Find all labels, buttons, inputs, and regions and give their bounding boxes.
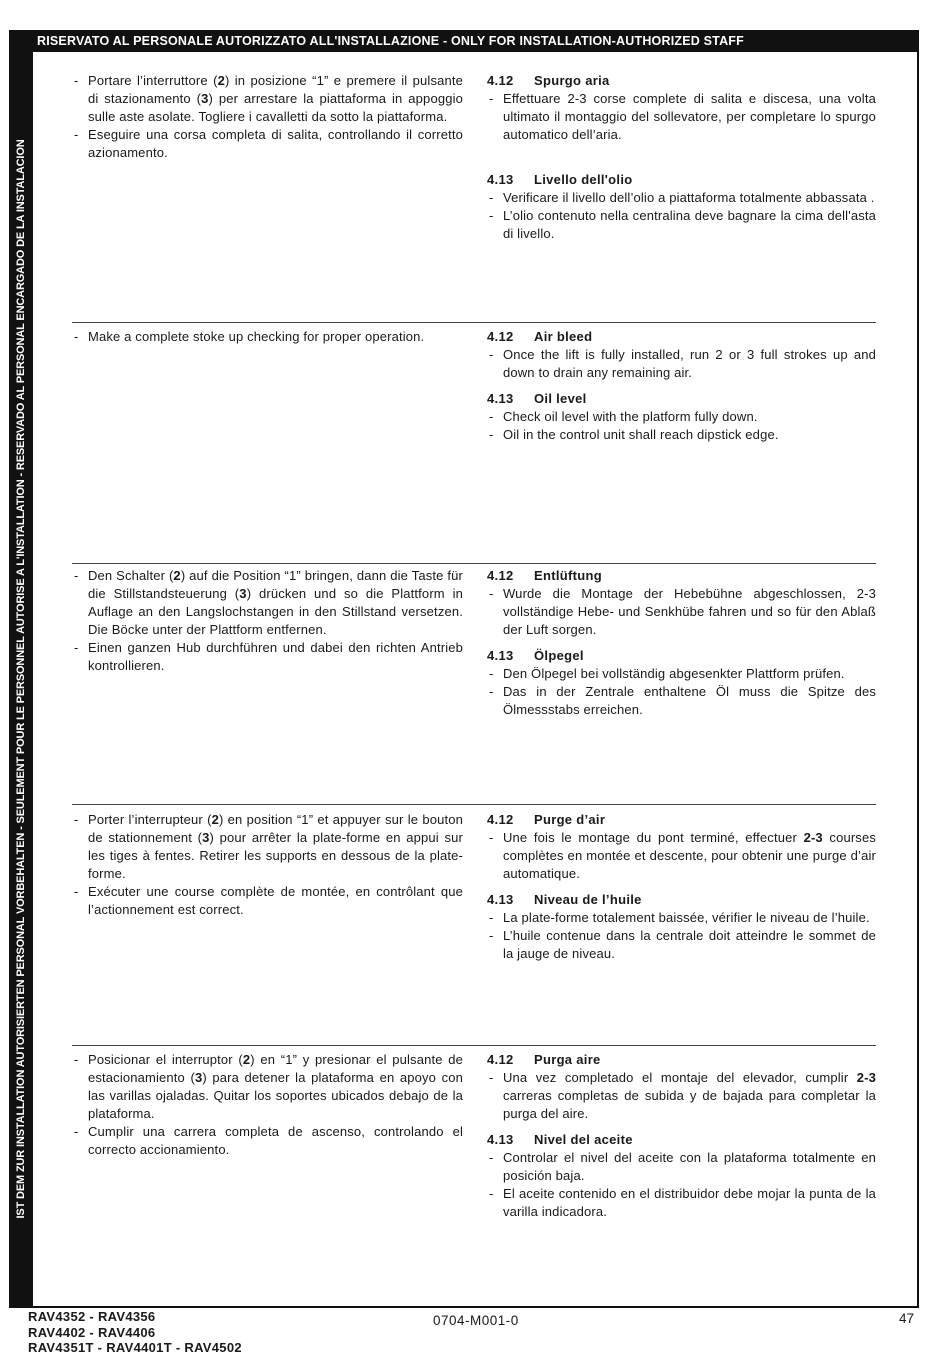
heading-title: Air bleed: [534, 329, 593, 344]
bullet-item: [72, 1051, 463, 1123]
bullet-text: ) pour arrêter la plate-forme en appui sur les tiges à fentes. Retirer les supports en dessous de la plate-forme.: [88, 830, 463, 881]
bold-reference: 3: [239, 586, 247, 601]
heading-number: 4.12: [487, 812, 514, 827]
heading-number: 4.13: [487, 648, 514, 663]
bullet-text: Wurde die Montage der Hebebühne abgeschlossen, 2-3 vollständige Hebe- und Senkhübe fahren und so für den Ablaß der Luft sorgen.: [503, 586, 876, 637]
column-left: [72, 323, 463, 346]
bullet-text: L’olio contenuto nella centralina deve bagnare la cima dell'asta di livello.: [503, 208, 876, 241]
bullet-text: Effettuare 2-3 corse complete di salita e discesa, una volta ultimato il montaggio del sollevatore, per completare lo spurgo automatico dell’aria.: [503, 91, 876, 142]
bullet-dash: -: [74, 1052, 79, 1067]
section-heading: [487, 567, 876, 585]
column-right: [487, 72, 876, 243]
section-heading: [487, 1131, 876, 1149]
heading-title: Purga aire: [534, 1052, 601, 1067]
bullet-dash: -: [74, 812, 79, 827]
bullet-item: [72, 567, 463, 639]
bullet-dash: -: [489, 586, 494, 601]
bullet-text: Cumplir una carrera completa de ascenso, controlando el correcto accionamiento.: [88, 1124, 463, 1157]
bullet-item: [72, 883, 463, 919]
bullet-text: ) en position “1” et appuyer sur le bouton de stationnement (: [88, 812, 463, 845]
bullet-item: [72, 72, 463, 126]
bullet-text: Verificare il livello dell’olio a piattaforma totalmente abbassata .: [503, 190, 875, 205]
heading-title: Purge d’air: [534, 812, 606, 827]
frame-right-border: [917, 30, 919, 1308]
column-left: [72, 805, 463, 919]
bullet-text: Eseguire una corsa completa di salita, controllando il corretto azionamento.: [88, 127, 463, 160]
bullet-item: [487, 426, 876, 444]
bullet-dash: -: [74, 568, 79, 583]
bullet-dash: -: [489, 91, 494, 106]
bullet-item: [72, 639, 463, 675]
bullet-item: [487, 927, 876, 963]
bullet-dash: -: [74, 884, 79, 899]
bold-reference: 3: [201, 91, 209, 106]
bullet-item: [487, 665, 876, 683]
column-left: [72, 72, 463, 162]
footer-doc-code: 0704-M001-0: [433, 1313, 519, 1328]
footer-page-number: 47: [899, 1311, 915, 1326]
bullet-dash: -: [74, 640, 79, 655]
bullet-text: El aceite contenido en el distribuidor debe mojar la punta de la varilla indicadora.: [503, 1186, 876, 1219]
section-heading: [487, 72, 876, 90]
section-heading: [487, 811, 876, 829]
section-en: [72, 322, 876, 442]
frame-bottom-border: [9, 1306, 919, 1308]
bullet-dash: -: [74, 1124, 79, 1139]
section-es: [72, 1045, 876, 1219]
bold-reference: 2: [242, 1052, 251, 1067]
spacer: [487, 639, 876, 647]
bold-reference: 2: [217, 73, 225, 88]
side-banner-text: IST DEM ZUR INSTALLATION AUTORISIERTEN PERSONAL VORBEHALTEN - SEULEMENT POUR LE PERSONNEL AUTORISE A L'INSTALLATION - RESERVADO AL PERSONAL ENCARGADO DE LA INSTALACION: [15, 139, 27, 1219]
bullet-item: [487, 189, 876, 207]
bullet-item: [487, 909, 876, 927]
bullet-text: Una vez completado el montaje del elevador, cumplir: [503, 1070, 857, 1085]
footer-models-line: RAV4352 - RAV4356: [28, 1309, 156, 1324]
bullet-item: [487, 683, 876, 719]
bullet-item: [487, 1185, 876, 1221]
bullet-text: Make a complete stoke up checking for proper operation.: [88, 329, 425, 344]
column-right: [487, 1046, 876, 1221]
bullet-dash: -: [489, 910, 494, 925]
heading-number: 4.12: [487, 568, 514, 583]
heading-title: Nivel del aceite: [534, 1132, 633, 1147]
bullet-text: Posicionar el interruptor (: [88, 1052, 243, 1067]
bullet-text: courses complètes en montée et descente, pour obtenir une purge d’air automatique.: [503, 830, 876, 881]
bullet-dash: -: [489, 208, 494, 223]
bullet-item: [487, 90, 876, 144]
header-banner: RISERVATO AL PERSONALE AUTORIZZATO ALL'INSTALLAZIONE - ONLY FOR INSTALLATION-AUTHORIZED STAFF: [9, 30, 919, 52]
bullet-dash: -: [489, 190, 494, 205]
heading-title: Livello dell'olio: [534, 172, 633, 187]
section-heading: [487, 328, 876, 346]
spacer: [487, 382, 876, 390]
bold-reference: 2-3: [856, 1070, 876, 1085]
footer-models: [28, 1309, 242, 1356]
bullet-text: Portare l’interruttore (: [88, 73, 218, 88]
column-left: [72, 564, 463, 675]
bullet-item: [72, 126, 463, 162]
section-heading: [487, 647, 876, 665]
heading-title: Ölpegel: [534, 648, 584, 663]
footer-models-line: RAV4351T - RAV4401T - RAV4502: [28, 1340, 242, 1355]
bullet-text: Oil in the control unit shall reach dipstick edge.: [503, 427, 779, 442]
bullet-item: [487, 1069, 876, 1123]
spacer: [487, 1123, 876, 1131]
bullet-dash: -: [489, 1070, 494, 1085]
bullet-item: [72, 328, 463, 346]
section-heading: [487, 390, 876, 408]
bullet-text: ) in posizione “1” e premere il pulsante di stazionamento (: [88, 73, 464, 106]
bullet-dash: -: [489, 427, 494, 442]
bullet-dash: -: [489, 830, 494, 845]
column-right: [487, 564, 876, 719]
section-heading: [487, 891, 876, 909]
bullet-text: ) en “1” y presionar el pulsante de estacionamiento (: [88, 1052, 463, 1085]
spacer: [487, 883, 876, 891]
bullet-text: carreras completas de subida y de bajada para completar la purga del aire.: [503, 1088, 876, 1121]
bullet-text: Une fois le montage du pont terminé, effectuer: [503, 830, 804, 845]
bullet-dash: -: [489, 684, 494, 699]
bold-reference: 3: [194, 1070, 203, 1085]
bullet-text: L’huile contenue dans la centrale doit atteindre le sommet de la jauge de niveau.: [503, 928, 876, 961]
bullet-dash: -: [489, 928, 494, 943]
bullet-dash: -: [489, 1150, 494, 1165]
bullet-text: Exécuter une course complète de montée, en contrôlant que l’actionnement est correct.: [88, 884, 463, 917]
heading-number: 4.12: [487, 73, 514, 88]
heading-number: 4.12: [487, 1052, 514, 1067]
bullet-text: ) auf die Position “1” bringen, dann die Taste für die Stillstandsteuerung (: [88, 568, 463, 601]
bullet-dash: -: [74, 127, 79, 142]
bullet-dash: -: [489, 409, 494, 424]
section-de: [72, 563, 876, 717]
bullet-item: [487, 829, 876, 883]
bullet-text: Controlar el nivel del aceite con la plataforma totalmente en posición baja.: [503, 1150, 876, 1183]
bullet-text: Porter l’interrupteur (: [88, 812, 212, 827]
bullet-text: Once the lift is fully installed, run 2 or 3 full strokes up and down to drain any remaining air.: [503, 347, 876, 380]
heading-number: 4.13: [487, 172, 514, 187]
bullet-text: ) drücken und so die Plattform in Auflage an den Langslochstangen in den Stillstand versetzen. Die Böcke unter der Plattform entfernen.: [88, 586, 463, 637]
bullet-dash: -: [489, 666, 494, 681]
bullet-text: ) para detener la plataforma en apoyo con las varillas ojaladas. Quitar los soportes ubicados debajo de la plataforma.: [88, 1070, 463, 1121]
heading-title: Oil level: [534, 391, 587, 406]
column-right: [487, 323, 876, 444]
section-heading: [487, 1051, 876, 1069]
section-heading: [487, 171, 876, 189]
column-right: [487, 805, 876, 963]
bold-reference: 2: [173, 568, 181, 583]
heading-number: 4.12: [487, 329, 514, 344]
bullet-item: [487, 1149, 876, 1185]
side-banner: [9, 52, 33, 1306]
bullet-text: La plate-forme totalement baissée, vérifier le niveau de l’huile.: [503, 910, 870, 925]
bullet-item: [72, 1123, 463, 1159]
spacer: [487, 144, 876, 171]
bullet-item: [487, 408, 876, 426]
heading-number: 4.13: [487, 892, 514, 907]
bold-reference: 2: [211, 812, 219, 827]
bullet-item: [72, 811, 463, 883]
bullet-dash: -: [489, 1186, 494, 1201]
heading-number: 4.13: [487, 1132, 514, 1147]
bullet-item: [487, 346, 876, 382]
bold-reference: 2-3: [803, 830, 823, 845]
heading-title: Spurgo aria: [534, 73, 610, 88]
heading-number: 4.13: [487, 391, 514, 406]
column-left: [72, 1046, 463, 1159]
bullet-text: ) per arrestare la piattaforma in appoggio sulle aste asolate. Togliere i cavalletti da sotto la piattaforma.: [88, 91, 463, 124]
bold-reference: 3: [202, 830, 210, 845]
bullet-item: [487, 207, 876, 243]
section-fr: [72, 804, 876, 961]
bullet-dash: -: [74, 73, 79, 88]
bullet-item: [487, 585, 876, 639]
bullet-text: Einen ganzen Hub durchführen und dabei den richten Antrieb kontrollieren.: [88, 640, 463, 673]
bullet-text: Das in der Zentrale enthaltene Öl muss die Spitze des Ölmessstabs erreichen.: [503, 684, 876, 717]
bullet-dash: -: [489, 347, 494, 362]
heading-title: Entlüftung: [534, 568, 602, 583]
bullet-text: Den Schalter (: [88, 568, 174, 583]
footer-models-line: RAV4402 - RAV4406: [28, 1324, 156, 1340]
bullet-dash: -: [74, 329, 79, 344]
heading-title: Niveau de l’huile: [534, 892, 642, 907]
bullet-text: Den Ölpegel bei vollständig abgesenkter Plattform prüfen.: [503, 666, 845, 681]
bullet-text: Check oil level with the platform fully down.: [503, 409, 758, 424]
